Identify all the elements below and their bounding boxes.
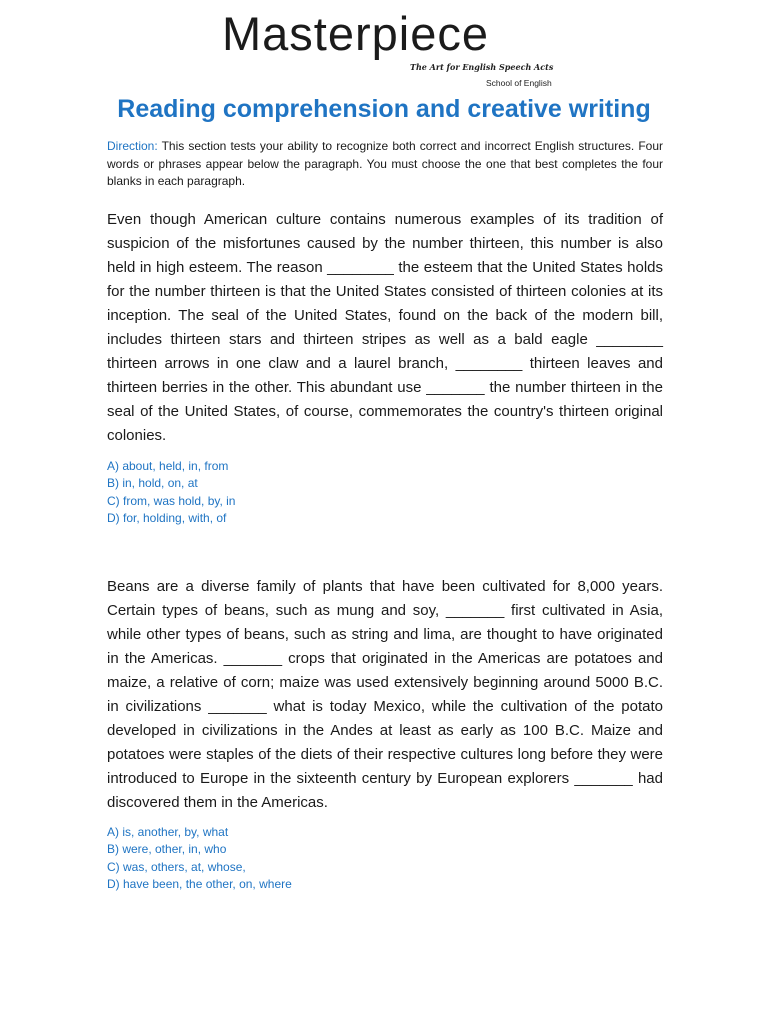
passage-beans: Beans are a diverse family of plants that have been cultivated for 8,000 years. Certain types of beans, such as mung and soy, _______ first cultivated in Asia, while other types of beans, such as string and lima, are thought to have originated in the Americas. _______ crops that originated in the Americas are potatoes and maize, a relative of corn; maize was used extensively beginning around 5000 B.C. in civilizations _______ what is today Mexico, while the cultivation of the potato developed in civilizations in the Andes at least as early as 100 B.C. Maize and potatoes were staples of the diets of their respective cultures long before they were introduced to Europe in the sixteenth century by European explorers _______ had discovered them in the Americas. [107, 578, 663, 811]
logo-tagline: The Art for English Speech Acts [410, 62, 554, 72]
direction-paragraph [107, 138, 663, 191]
logo-school-name: School of English [486, 78, 552, 88]
logo-wordmark: Masterpiece [222, 7, 489, 60]
direction-text: This section tests your ability to recognize both correct and incorrect English structures. Four words or phrases appear below the paragraph. You must choose the one that best completes the four blanks in each paragraph. [107, 139, 663, 188]
option-c[interactable]: C) was, others, at, whose, [107, 859, 246, 874]
option-d[interactable]: D) for, holding, with, of [107, 510, 227, 525]
answer-options-1 [107, 458, 607, 527]
page-title: Reading comprehension and creative writing [117, 95, 651, 123]
masterpiece-logo [214, 8, 560, 88]
option-c[interactable]: C) from, was hold, by, in [107, 493, 236, 508]
direction-label: Direction: [107, 139, 158, 153]
answer-options-2 [107, 824, 607, 893]
option-d[interactable]: D) have been, the other, on, where [107, 876, 292, 891]
passage-thirteen: Even though American culture contains numerous examples of its tradition of suspicion of the misfortunes caused by the number thirteen, this number is also held in high esteem. The reason ________ the esteem that the United States holds for the number thirteen is that the United States consisted of thirteen colonies at its inception. The seal of the United States, found on the back of the modern bill, includes thirteen stars and thirteen stripes as well as a bald eagle ________ thirteen arrows in one claw and a laurel branch, ________ thirteen leaves and thirteen berries in the other. This abundant use _______ the number thirteen in the seal of the United States, of course, commemorates the country's thirteen original colonies. [107, 211, 663, 444]
option-b[interactable]: B) in, hold, on, at [107, 476, 198, 491]
option-b[interactable]: B) were, other, in, who [107, 842, 227, 857]
option-a[interactable]: A) is, another, by, what [107, 825, 229, 839]
option-a[interactable]: A) about, held, in, from [107, 459, 229, 473]
